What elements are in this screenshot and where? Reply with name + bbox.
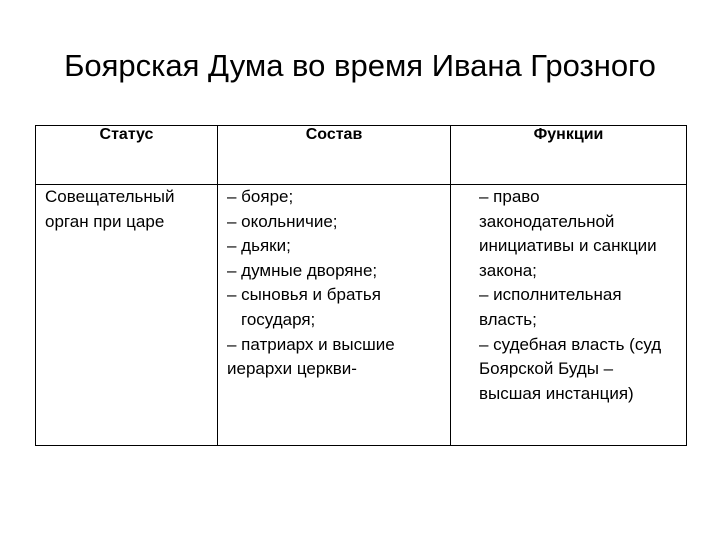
cell-status [36, 185, 218, 446]
functions-line: власть; [479, 309, 537, 329]
functions-line: – исполнительная [479, 285, 622, 305]
functions-line: законодательной [479, 211, 615, 231]
functions-line: высшая инстанция) [479, 383, 634, 403]
table-row [36, 185, 687, 446]
composition-line: – окольничие; [227, 211, 338, 231]
composition-line: – сыновья и братья [227, 285, 381, 305]
table-header-row [36, 126, 687, 185]
column-header-functions: Функции [451, 126, 687, 185]
functions-line: инициативы и санкции [479, 236, 657, 256]
status-line: Совещательный [45, 187, 175, 206]
functions-line: Боярской Буды – [479, 359, 614, 379]
composition-line: – патриарх и высшие [227, 334, 395, 354]
cell-composition [218, 185, 451, 446]
page-title: Боярская Дума во время Ивана Грозного [64, 48, 656, 83]
composition-line: – бояре; [227, 187, 294, 206]
column-header-composition: Состав [218, 126, 451, 185]
composition-line: – думные дворяне; [227, 260, 378, 280]
composition-line: иерархи церкви- [227, 359, 357, 379]
functions-line: – право [479, 187, 540, 206]
composition-line: – дьяки; [227, 236, 291, 256]
status-line: орган при царе [45, 211, 165, 231]
composition-line: государя; [241, 309, 316, 329]
functions-line: – судебная власть (суд [479, 334, 662, 354]
info-table [35, 125, 687, 446]
cell-functions [451, 185, 687, 446]
functions-line: закона; [479, 260, 537, 280]
column-header-status: Статус [36, 126, 218, 185]
